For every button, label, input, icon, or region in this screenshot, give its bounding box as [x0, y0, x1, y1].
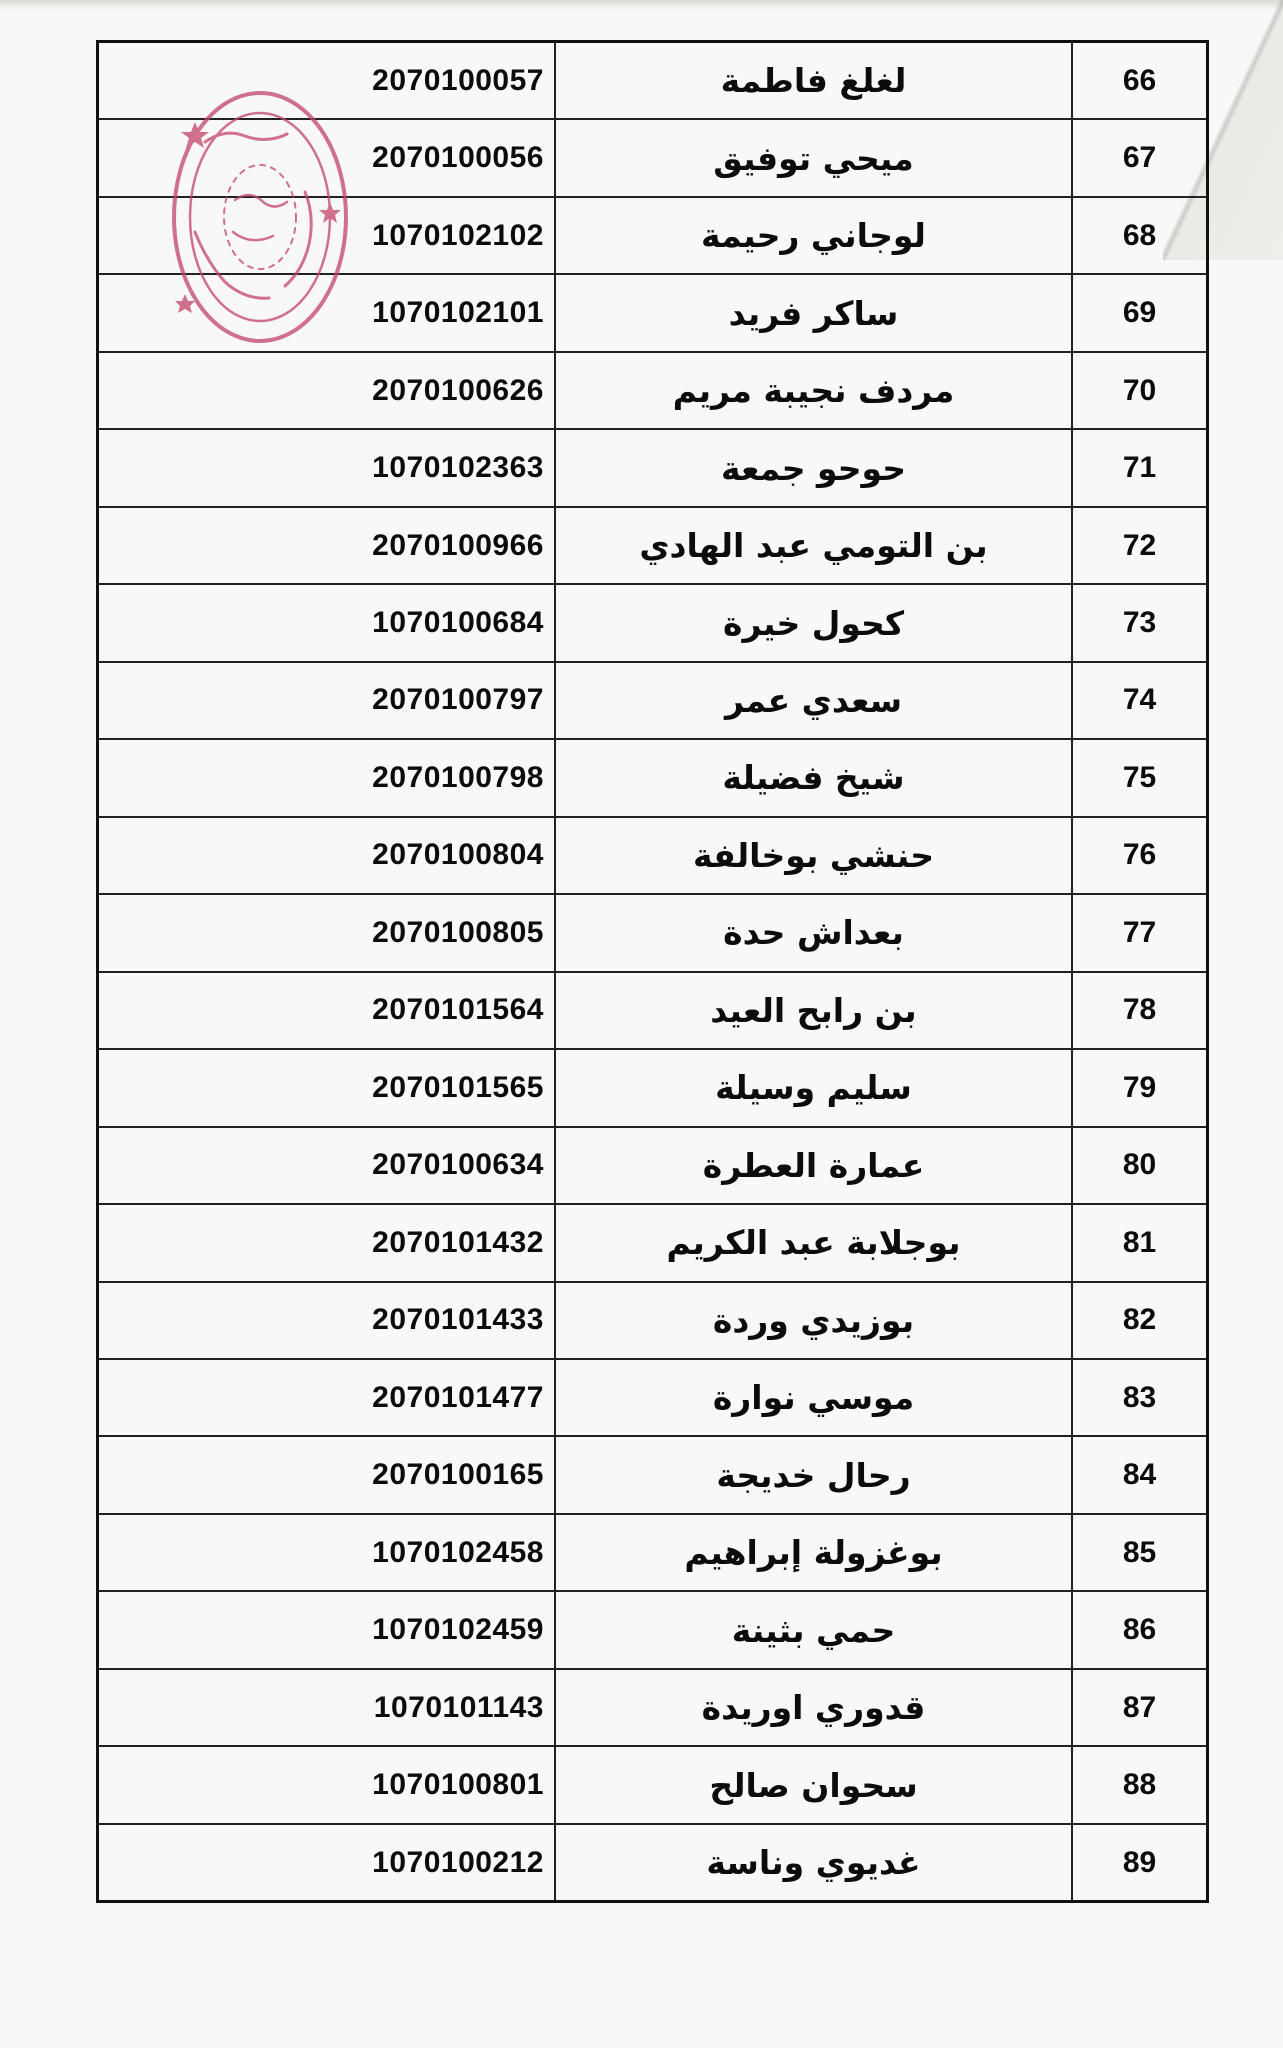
full-name: بن التومي عبد الهادي [555, 507, 1072, 584]
table-row [98, 662, 1208, 739]
full-name: شيخ فضيلة [555, 739, 1072, 816]
registration-number: 2070100057 [98, 42, 556, 120]
row-number: 68 [1072, 197, 1208, 274]
row-number: 75 [1072, 739, 1208, 816]
full-name: ساكر فريد [555, 274, 1072, 351]
registration-number: 2070100797 [98, 662, 556, 739]
full-name: مردف نجيبة مريم [555, 352, 1072, 429]
registration-number: 2070100804 [98, 817, 556, 894]
registration-number: 2070100626 [98, 352, 556, 429]
row-number: 69 [1072, 274, 1208, 351]
table-row [98, 1282, 1208, 1359]
row-number: 66 [1072, 42, 1208, 120]
row-number: 82 [1072, 1282, 1208, 1359]
row-number: 74 [1072, 662, 1208, 739]
registration-number: 2070100798 [98, 739, 556, 816]
full-name: عمارة العطرة [555, 1127, 1072, 1204]
table-row [98, 1049, 1208, 1126]
row-number: 86 [1072, 1591, 1208, 1668]
registration-number: 2070101433 [98, 1282, 556, 1359]
full-name: قدوري اوريدة [555, 1669, 1072, 1746]
row-number: 85 [1072, 1514, 1208, 1591]
table-row [98, 894, 1208, 971]
registration-number: 1070102459 [98, 1591, 556, 1668]
row-number: 87 [1072, 1669, 1208, 1746]
table-row [98, 1824, 1208, 1902]
row-number: 70 [1072, 352, 1208, 429]
row-number: 71 [1072, 429, 1208, 506]
registration-number: 1070102101 [98, 274, 556, 351]
table-row [98, 352, 1208, 429]
full-name: ميحي توفيق [555, 119, 1072, 196]
full-name: حمي بثينة [555, 1591, 1072, 1668]
roster-table-body [98, 42, 1208, 1902]
registration-number: 1070102363 [98, 429, 556, 506]
full-name: كحول خيرة [555, 584, 1072, 661]
full-name: حوحو جمعة [555, 429, 1072, 506]
full-name: بوغزولة إبراهيم [555, 1514, 1072, 1591]
table-row [98, 1669, 1208, 1746]
table-row [98, 42, 1208, 120]
table-row [98, 584, 1208, 661]
registration-number: 2070101432 [98, 1204, 556, 1281]
row-number: 67 [1072, 119, 1208, 196]
table-row [98, 274, 1208, 351]
table-row [98, 1127, 1208, 1204]
table-row [98, 429, 1208, 506]
registration-number: 2070101564 [98, 972, 556, 1049]
registration-number: 1070102102 [98, 197, 556, 274]
registration-number: 2070100165 [98, 1436, 556, 1513]
registration-number: 1070100684 [98, 584, 556, 661]
registration-number: 2070100056 [98, 119, 556, 196]
row-number: 83 [1072, 1359, 1208, 1436]
row-number: 78 [1072, 972, 1208, 1049]
row-number: 81 [1072, 1204, 1208, 1281]
full-name: لغلغ فاطمة [555, 42, 1072, 120]
row-number: 73 [1072, 584, 1208, 661]
full-name: موسي نوارة [555, 1359, 1072, 1436]
registration-number: 2070101477 [98, 1359, 556, 1436]
full-name: بعداش حدة [555, 894, 1072, 971]
row-number: 89 [1072, 1824, 1208, 1902]
page-top-edge [0, 0, 1283, 10]
table-row [98, 817, 1208, 894]
registration-number: 2070100966 [98, 507, 556, 584]
row-number: 84 [1072, 1436, 1208, 1513]
full-name: حنشي بوخالفة [555, 817, 1072, 894]
table-row [98, 197, 1208, 274]
row-number: 77 [1072, 894, 1208, 971]
full-name: بن رابح العيد [555, 972, 1072, 1049]
row-number: 72 [1072, 507, 1208, 584]
full-name: بوجلابة عبد الكريم [555, 1204, 1072, 1281]
full-name: سليم وسيلة [555, 1049, 1072, 1126]
full-name: سعدي عمر [555, 662, 1072, 739]
registration-number: 1070101143 [98, 1669, 556, 1746]
registration-number: 1070100212 [98, 1824, 556, 1902]
registration-number: 2070101565 [98, 1049, 556, 1126]
table-row [98, 1746, 1208, 1823]
table-row [98, 507, 1208, 584]
full-name: بوزيدي وردة [555, 1282, 1072, 1359]
full-name: سحوان صالح [555, 1746, 1072, 1823]
registration-number: 1070100801 [98, 1746, 556, 1823]
row-number: 76 [1072, 817, 1208, 894]
registration-number: 2070100805 [98, 894, 556, 971]
table-row [98, 739, 1208, 816]
table-row [98, 119, 1208, 196]
row-number: 80 [1072, 1127, 1208, 1204]
table-row [98, 1436, 1208, 1513]
table-row [98, 972, 1208, 1049]
row-number: 88 [1072, 1746, 1208, 1823]
table-row [98, 1591, 1208, 1668]
table-row [98, 1359, 1208, 1436]
full-name: رحال خديجة [555, 1436, 1072, 1513]
row-number: 79 [1072, 1049, 1208, 1126]
registration-number: 2070100634 [98, 1127, 556, 1204]
full-name: لوجاني رحيمة [555, 197, 1072, 274]
full-name: غديوي وناسة [555, 1824, 1072, 1902]
roster-table [96, 40, 1209, 1903]
table-row [98, 1514, 1208, 1591]
registration-number: 1070102458 [98, 1514, 556, 1591]
table-row [98, 1204, 1208, 1281]
